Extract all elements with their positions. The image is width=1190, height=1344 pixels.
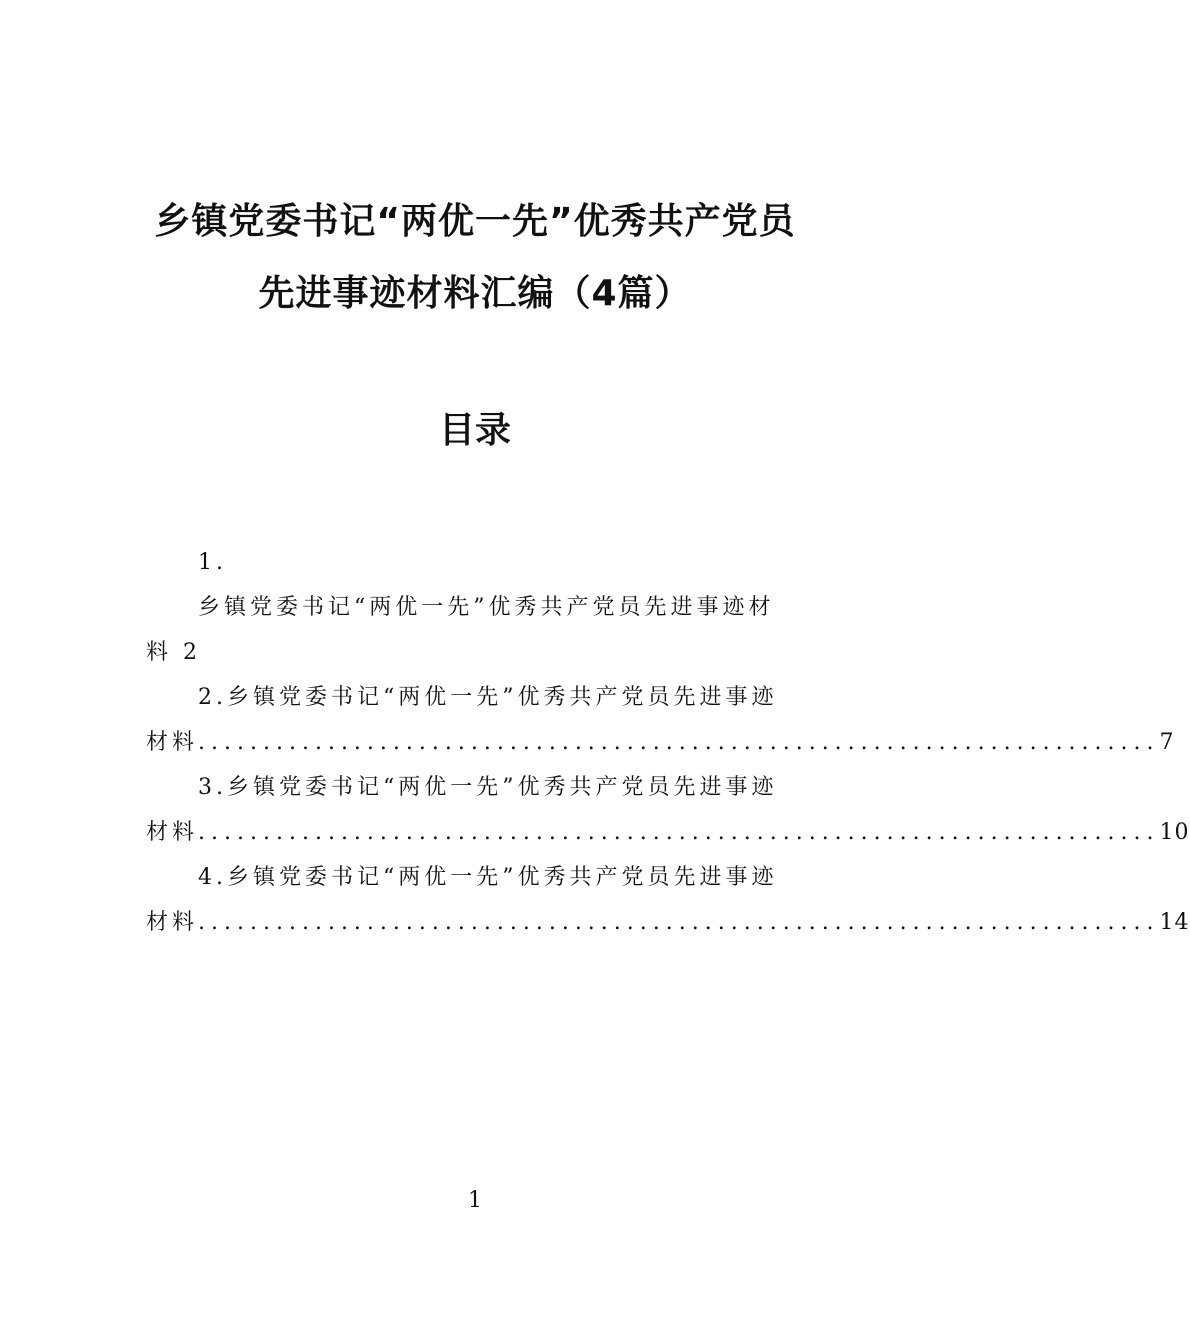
toc-entry-1-number[interactable]: 1. [198,550,227,575]
toc-heading: 目录 [438,410,511,451]
table-of-contents [146,540,1190,945]
document-title-line-1: 乡镇党委书记“两优一先”优秀共产党员 [154,201,796,242]
toc-entry-4-leader-line[interactable] [146,900,1190,945]
toc-entry-2-title[interactable]: 2.乡镇党委书记“两优一先”优秀共产党员先进事迹 [198,685,778,710]
toc-leader-dots: .......................................................................... [198,820,1160,845]
page-number: 1 [468,1188,482,1213]
toc-leader-dots: .......................................................................... [198,910,1160,935]
toc-entry-4-page: 14 [1159,910,1190,935]
toc-entry-3-leader-line[interactable] [146,810,1190,855]
toc-entry-2-title-continued: 材料 [146,730,199,755]
toc-leader-dots: .......................................................................... [198,730,1160,755]
toc-entry-4-title-continued: 材料 [146,910,199,935]
toc-entry-2-leader-line[interactable] [146,720,1175,765]
toc-entry-2-page: 7 [1159,730,1175,755]
toc-entry-3-page: 10 [1159,820,1190,845]
toc-entry-1-title-continued[interactable]: 料 2 [146,640,201,665]
toc-entry-3-title-continued: 材料 [146,820,199,845]
document-title-line-2: 先进事迹材料汇编（4篇） [258,273,692,314]
toc-entry-3-title[interactable]: 3.乡镇党委书记“两优一先”优秀共产党员先进事迹 [198,775,778,800]
toc-entry-4-title[interactable]: 4.乡镇党委书记“两优一先”优秀共产党员先进事迹 [198,865,778,890]
toc-entry-1-title[interactable]: 乡镇党委书记“两优一先”优秀共产党员先进事迹材 [198,595,775,620]
